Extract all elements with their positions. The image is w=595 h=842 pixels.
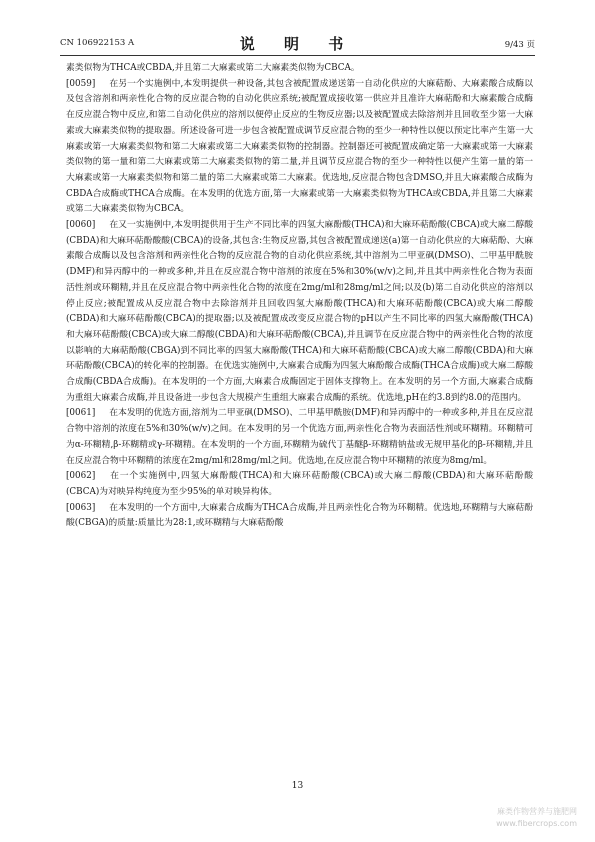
- paragraph-0062: [66, 469, 533, 500]
- page-of-total: 9/43 页: [504, 40, 535, 50]
- paragraph-0060: [66, 218, 533, 406]
- page-header: [60, 36, 535, 52]
- paragraph-0063: [66, 501, 533, 532]
- paragraph-text: 在一个实施例中,四氢大麻酚酸(THCA)和大麻环萜酚酸(CBCA)或大麻二醇酸(CBDA)和大麻环萜酚酸(CBCA)为对映异构纯度为至少95%的单对映异构体。: [66, 471, 533, 497]
- paragraph-0059: [66, 77, 533, 218]
- paragraph-number: [0060]: [66, 220, 96, 231]
- watermark-site-name: 麻类作物营养与施肥网: [497, 807, 577, 816]
- paragraph-0061: [66, 406, 533, 469]
- paragraph-text: 素类似物为THCA或CBDA,并且第二大麻素或第二大麻素类似物为CBCA。: [66, 63, 360, 73]
- header-rule: [60, 55, 535, 56]
- publication-number: CN 106922153 A: [60, 38, 135, 48]
- paragraph-text: 在本发明的一个方面中,大麻素合成酶为THCA合成酶,并且两亲性化合物为环糊精。优选地,环糊精与大麻萜酚酸(CBGA)的质量:质量比为28:1,或环糊精与大麻萜酚酸: [66, 502, 533, 529]
- paragraph-number: [0059]: [66, 78, 96, 89]
- watermark-url: www.fibercrops.com: [496, 819, 577, 828]
- paragraph-number: [0061]: [66, 408, 96, 419]
- paragraph-number: [0062]: [66, 471, 96, 482]
- paragraph-text: 在本发明的优选方面,溶剂为二甲亚砜(DMSO)、二甲基甲酰胺(DMF)和异丙醇中的一种或多种,并且在反应混合物中溶剂的浓度在5%和30%(w/v)之间。在本发明的另一个优选方面,两亲性化合物为表面活性剂或环糊精。环糊精可为α-环糊精,β-环糊精或γ-环糊精。在本发明的一个方面,环糊精为硫代丁基醚β-环糊精钠盐或无规甲基化的β-环糊精,并且在反应混合物中环糊精的浓度在2mg/ml和28mg/ml之间。优选地,在反应混合物中环糊精的浓度为8mg/ml。: [66, 408, 533, 466]
- paragraph-continuation: [66, 61, 533, 77]
- paragraph-text: 在又一实施例中,本发明提供用于生产不同比率的四氢大麻酚酸(THCA)和大麻环萜酚酸(CBCA)或大麻二醇酸(CBDA)和大麻环萜酚酸酸(CBCA)的设备,其包含:生物反应器,其包含被配置成递送(a)第一自动化供应的大麻萜酚、大麻素酸合成酶以及包含溶剂和两亲性化合物的反应混合物的自动化供应系统,其中溶剂为二甲亚砜(DMSO)、二甲基甲酰胺(DMF)和异丙醇中的一种或多种,并且在反应混合物中溶剂的浓度在5%和30%(w/v)之间,并且其中两亲性化合物为表面活性剂或环糊精,并且在反应混合物中两亲性化合物的浓度在2mg/ml和28mg/ml之间;以及(b)第二自动化供应的溶剂以停止反应;被配置成从反应混合物中去除溶剂并且回收四氢大麻酚酸(THCA)和大麻环萜酚酸(CBCA)或大麻二醇酸(CBDA)和大麻环萜酚酸(CBCA)的提取器;以及被配置成改变反应混合物的pH以产生不同比率的四氢大麻酚酸(THCA)和大麻环萜酚酸(CBCA)或大麻二醇酸(CBDA)和大麻环萜酚酸(CBCA),并且调节在反应混合物中的两亲性化合物的浓度以影响的大麻萜酚酸(CBGA)到不同比率的四氢大麻酚酸(THCA)和大麻环萜酚酸(CBCA)或大麻二醇酸(CBDA)和大麻环萜酚酸(CBCA)的转化率的控制器。在优选实施例中,大麻素合成酶为四氢大麻酚酸合成酶(THCA合成酶)或大麻二醇酸合成酶(CBDA合成酶)。在本发明的一个方面,大麻素合成酶固定于固体支撑物上。在本发明的另一个方面,大麻素合成酶为重组大麻素合成酶,并且设备进一步包含大规模产生重组大麻素合成酶的系统。优选地,pH在约3.8到约8.0的范围内。: [66, 220, 533, 403]
- paragraph-number: [0063]: [66, 502, 96, 513]
- watermark: [496, 806, 577, 830]
- document-title: 说 明 书: [239, 35, 356, 53]
- page-number: 13: [291, 781, 304, 791]
- paragraph-text: 在另一个实施例中,本发明提供一种设备,其包含被配置成递送第一自动化供应的大麻萜酚、大麻素酸合成酶以及包含溶剂和两亲性化合物的反应混合物的自动化供应系统;被配置成接收第一供应并且准许大麻萜酚和大麻素酸合成酶在反应混合物中反应,和第二自动化供应的溶剂以便停止反应的生物反应器;以及被配置成去除溶剂并且回收至少第一大麻素或大麻素类似物的提取器。所述设备可进一步包含被配置成调节反应混合物的至少一种特性以便以预定比率产生第一大麻素或第一大麻素类似物和第二大麻素或第二大麻素类似物的控制器。控制器还可被配置成确定第一大麻素或第一大麻素类似物的第一量和第二大麻素或第二大麻素类似物的第二量,并且调节反应混合物的至少一种特性以便产生第一量的第一大麻素或第一大麻素类似物和第二量的第二大麻素或第二大麻素。优选地,反应混合物包含DMSO,并且大麻素酸合成酶为CBDA合成酶或THCA合成酶。在本发明的优选方面,第一大麻素或第一大麻素类似物为THCA或CBDA,并且第二大麻素或第二大麻素类似物为CBCA。: [66, 78, 533, 215]
- document-body: [66, 61, 533, 532]
